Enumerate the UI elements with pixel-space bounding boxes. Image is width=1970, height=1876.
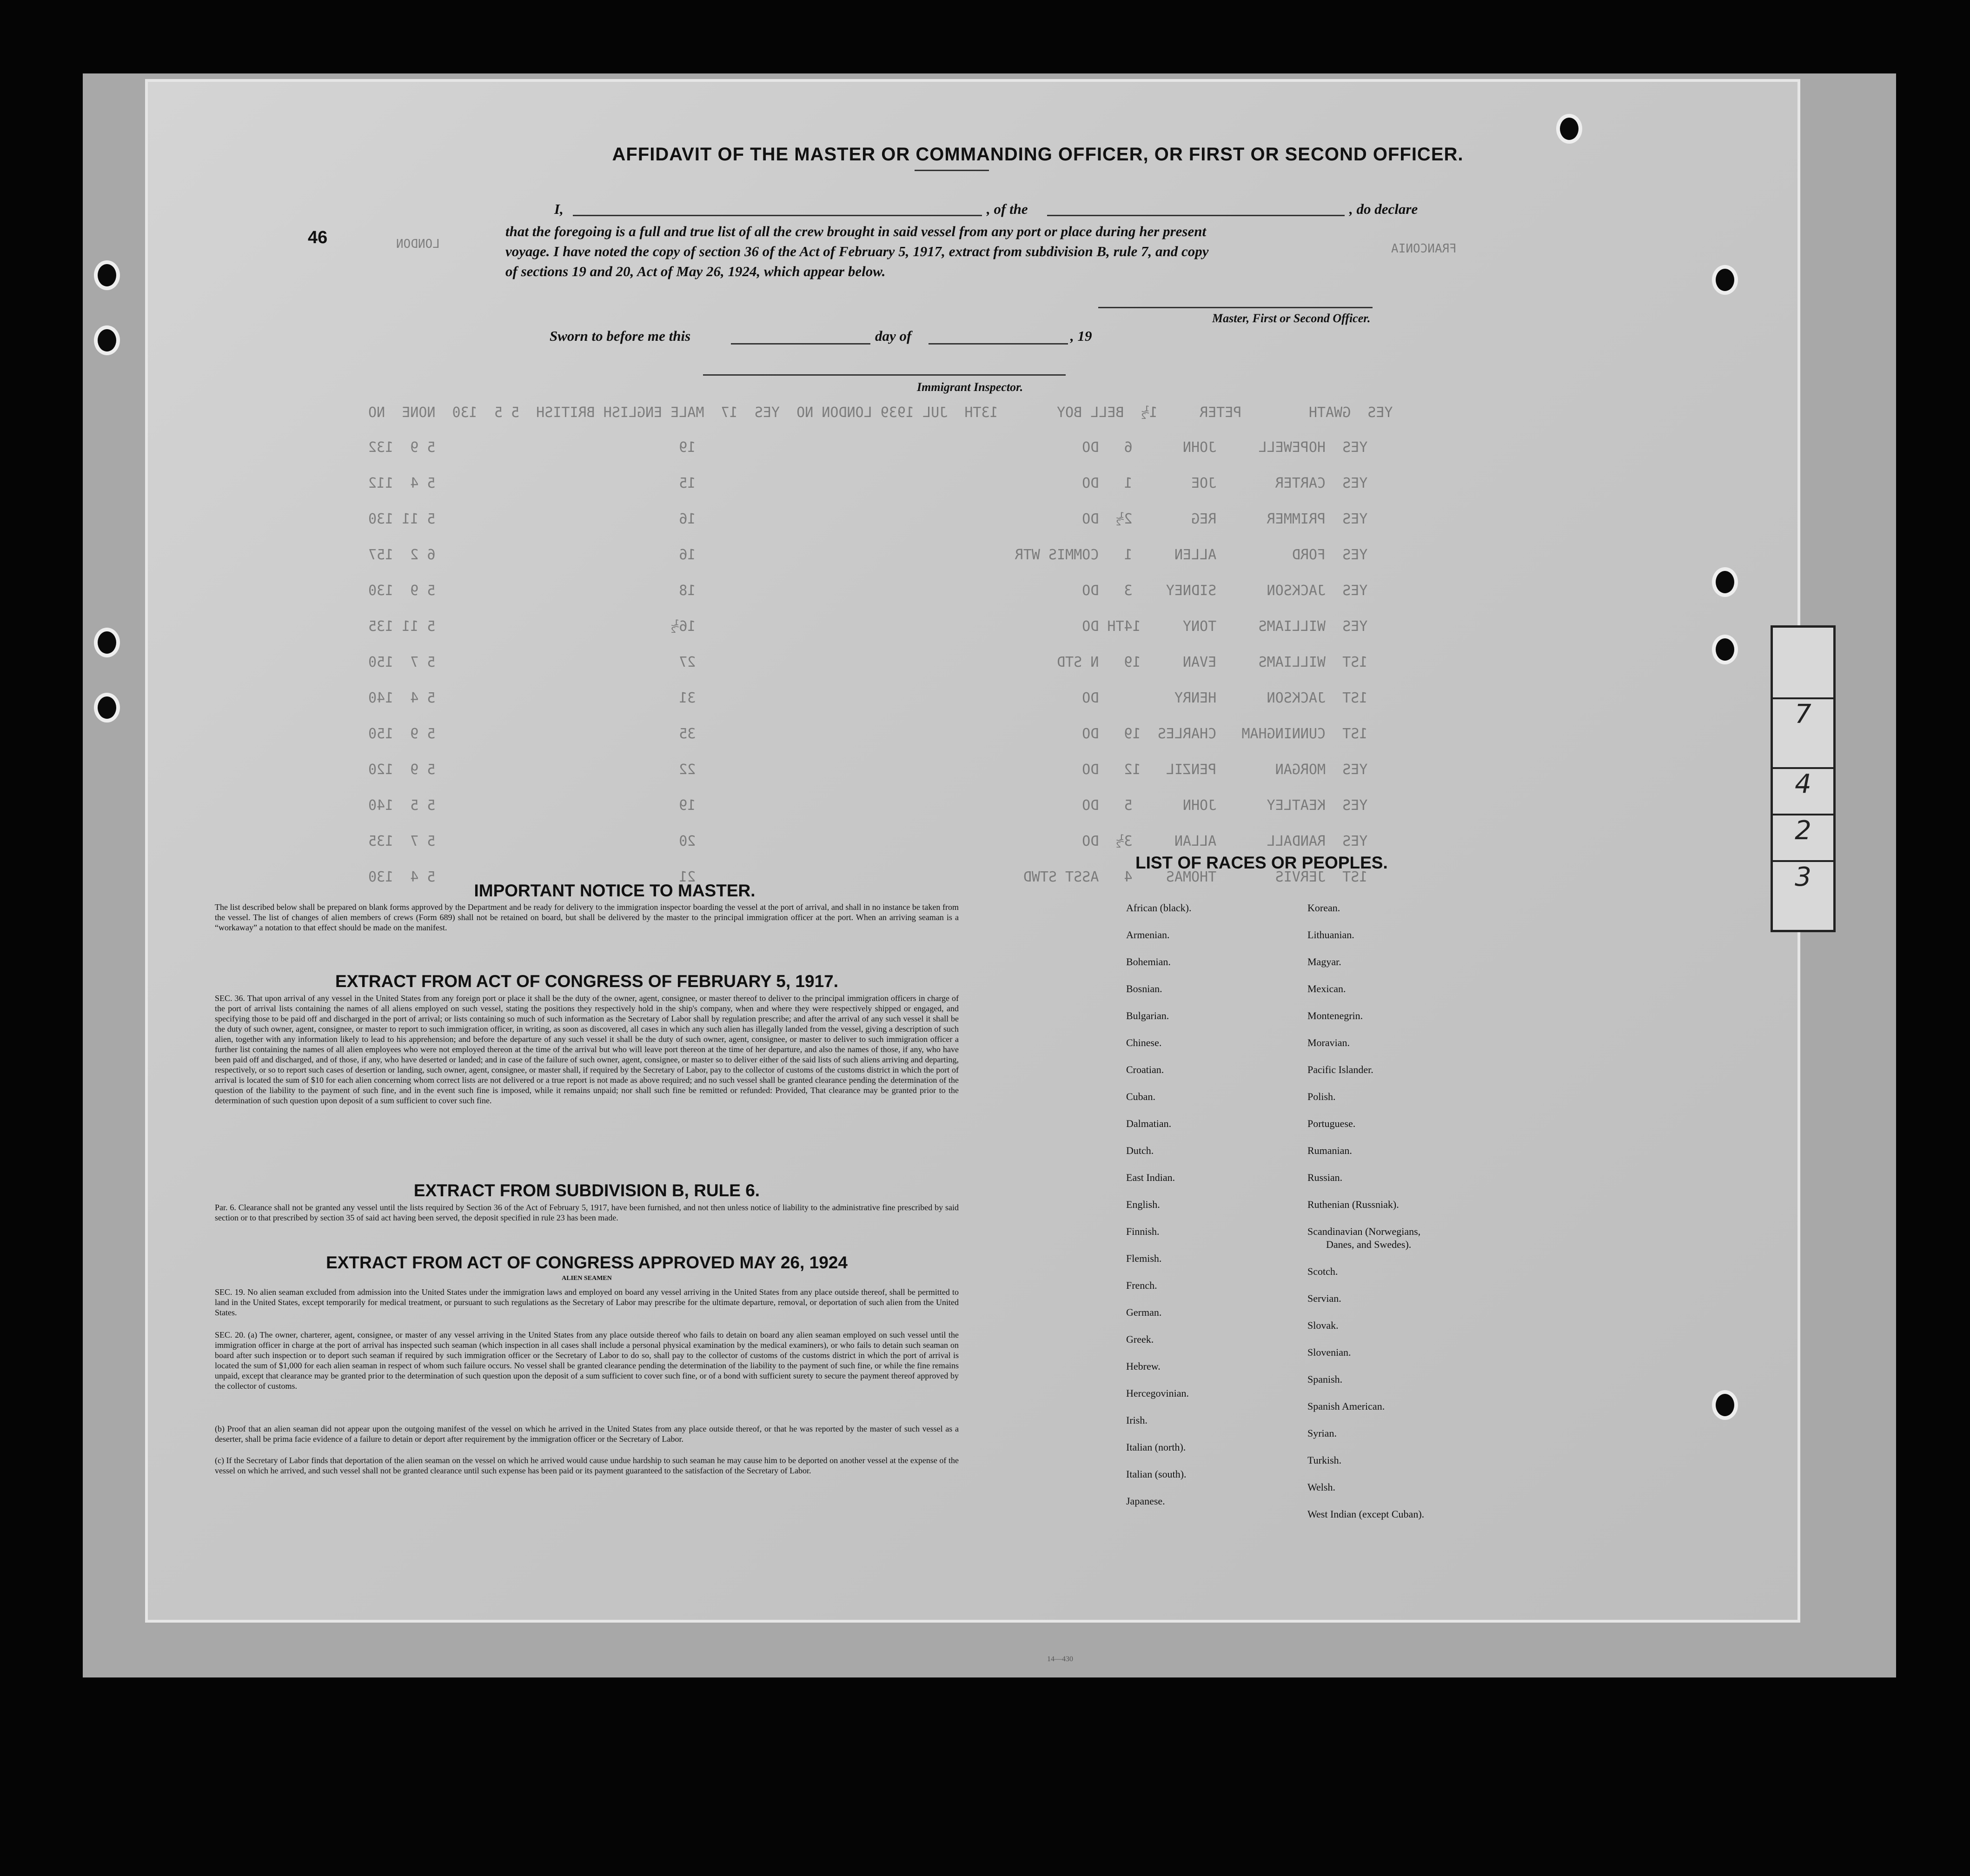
races-title: LIST OF RACES OR PEOPLES. [1135,853,1388,872]
race-item: Scandinavian (Norwegians, [1307,1226,1421,1237]
race-item: Moravian. [1307,1037,1350,1048]
affidavit-of-the: , of the [987,201,1028,217]
bleed-row: YES GWATH PETER 1½ BELL BOY 13TH JUL 1939 LONDON NO YES 17 MALE ENGLISH BRITISH 5 5 130 NONE NO [368,404,1393,421]
race-item: Korean. [1307,902,1340,914]
inspector-label: Immigrant Inspector. [917,380,1023,394]
race-item: East Indian. [1126,1172,1175,1183]
race-item: Armenian. [1126,929,1170,941]
affidavit-line2: that the foregoing is a full and true list of all the crew brought in said vessel from any port or place during her present [505,223,1207,239]
extract-1924-sec20b: (b) Proof that an alien seaman did not appear upon the outgoing manifest of the vessel on which he arrived in the United States from any place outside thereof, or that he was reported by the master of such vessel as a deserter, shall be prima facie evidence of a failure to detain or deport after requirement by the immigration officer or the Secretary of Labor. [215,1424,959,1444]
extract-1917-text: SEC. 36. That upon arrival of any vessel in the United States from any foreign port or place it shall be the duty of the owner, agent, consignee, or master thereof to deliver to the principal immigration officers in charge of the port of arrival lists containing the names of all aliens employed on such vessel, stating the positions they respectively hold in the ship's company, when and where they were respectively shipped or engaged, and specifying those to be paid off and discharged in the port of arrival; or lists containing so much of such information as the Secretary of Labor shall by regulation prescribe; and after the arrival of any such vessel it shall be the duty of such owner, agent, consignee, or master to report to such immigration officer, in writing, as soon as discovered, all cases in which any such alien has illegally landed from the vessel, giving a description of such alien, together with any information likely to lead to his apprehension; and before the departure of any such vessel it shall be the duty of such owner, agent, consignee, or master to deliver to such immigration officer a further list containing the names of all alien employees who were not employed thereon at the time of the arrival but who will leave port thereon at the time of her departure, and also the names of those, if any, who have been paid off and discharged, and of those, if any, who have deserted or landed; and in case of the failure of such owner, agent, consignee, or master so to deliver either of the said lists of such aliens arriving and departing, respectively, or so to report such cases of desertion or landing, such owner, agent, consignee, or master shall, if required by the Secretary of Labor, pay to the collector of customs of the customs district in which the port of arrival is located the sum of $10 for each alien concerning whom correct lists are not delivered or a true report is not made as above required; and no such vessel shall be granted clearance pending the determination of the question of the liability to the payment of such fine, and in the event such fine is imposed, while it remains unpaid; nor shall such fine be remitted or refunded: Provided, That clearance may be granted prior to the determination of such question upon deposit of a sum sufficient to cover such fine. [215,994,959,1105]
binder-hole [1712,1390,1738,1420]
inspector-line [703,374,1066,376]
bleed-row: YES JACKSON SIDNEY 3 DO 18 5 9 130 [368,583,1368,599]
race-item: Bulgarian. [1126,1010,1169,1021]
race-item: African (black). [1126,902,1192,914]
master-signature-label: Master, First or Second Officer. [1212,312,1371,325]
race-item: Spanish. [1307,1373,1343,1385]
race-item: Chinese. [1126,1037,1162,1048]
race-item: Irish. [1126,1414,1148,1426]
bleed-row: 1ST WILLIAMS EVAN 19 N STD 27 5 7 150 [368,654,1368,670]
manifest-page [145,79,1800,1663]
race-item: Slovenian. [1307,1346,1351,1358]
race-item: French. [1126,1279,1157,1291]
tally-cell: 7 [1773,697,1833,755]
binder-hole [94,325,120,355]
race-item: Syrian. [1307,1427,1337,1439]
race-item: Japanese. [1126,1495,1165,1507]
race-item: Turkish. [1307,1454,1342,1466]
extract-rule6-text: Par. 6. Clearance shall not be granted any vessel until the lists required by Section 36 of the Act of February 5, 1917, have been furnished, and not then unless notice of liability to the administrative fine prescribed by said section or to that prescribed by section 35 of said act having been served, the deposit specified in rule 23 has been made. [215,1203,959,1222]
extract-1924-sec19: SEC. 19. No alien seaman excluded from admission into the United States under the immigration laws and employed on board any vessel arriving in the United States from any place outside thereof, shall be permitted to land in the United States, except temporarily for medical treatment, or pursuant to such regulations as the Secretary of Labor may prescribe for the ultimate departure, removal, or deportation of such alien from the United States. [215,1287,959,1317]
race-item: Polish. [1307,1091,1336,1102]
race-item: Servian. [1307,1293,1341,1304]
race-item: Hercegovinian. [1126,1387,1189,1399]
sworn-day-line [731,343,870,345]
race-item: Portuguese. [1307,1118,1356,1129]
race-item: Spanish American. [1307,1400,1385,1412]
race-item: Italian (north). [1126,1441,1186,1453]
race-item: Montenegrin. [1307,1010,1363,1021]
race-item: Greek. [1126,1333,1154,1345]
title-underline [915,170,989,171]
extract-1924-title: EXTRACT FROM ACT OF CONGRESS APPROVED MAY 26, 1924 [326,1253,848,1272]
extract-rule6-title: EXTRACT FROM SUBDIVISION B, RULE 6. [413,1181,760,1200]
binder-hole [1712,265,1738,295]
notice-text: The list described below shall be prepared on blank forms approved by the Department and be ready for delivery to the immigration inspector boarding the vessel at the port of arrival, and shall in no instance be taken from the vessel. The list of changes of alien members of crews (Form 689) shall not be retained on board, but shall be delivered by the master to the principal immigration officer at the port. When an arriving seaman is a “workaway” a notation to that effect should be made on the manifest. [215,902,959,932]
bleed-row: YES MORGAN PENZIL 12 DO 22 5 9 120 [368,762,1368,778]
bleed-row: YES CARTER JOE 1 DO 15 5 4 112 [368,475,1368,491]
bleed-row: YES FORD ALLEN 1 COMMIS WTR 16 6 2 157 [368,547,1368,563]
race-item: Welsh. [1307,1481,1335,1493]
bleed-row: 1ST CUNNINGHAM CHARLES 19 DO 35 5 9 150 [368,726,1368,742]
race-item: Flemish. [1126,1253,1162,1264]
race-item: Bohemian. [1126,956,1171,968]
affidavit-i: I, [554,201,564,217]
race-item: Italian (south). [1126,1468,1187,1480]
race-item: Mexican. [1307,983,1346,994]
race-item: Magyar. [1307,956,1341,968]
binder-hole [94,628,120,657]
extract-1924-sec20a: SEC. 20. (a) The owner, charterer, agent, consignee, or master of any vessel arriving in the United States from any place outside thereof who fails to detain on board any alien seaman employed on such vessel until the immigration officer in charge at the port of arrival has inspected such seaman (which inspection in all cases shall include a personal physical examination by the medical examiners), or who fails to detain such seaman on board after such inspection or to deport such seaman if required by such immigration officer or the Secretary of Labor to do so, shall pay to the collector of customs of the customs district in which the port of arrival is located the sum of $1,000 for each alien seaman in respect of whom such failure occurs. No vessel shall be granted clearance pending the determination of the liability to the payment of such fine, or while the fine remains unpaid, except that clearance may be granted prior to the determination of such question upon the deposit of a sum sufficient to cover such fine, or of a bond with sufficient surety to secure the payment thereof approved by the collector of customs. [215,1330,959,1391]
binder-hole [1712,635,1738,664]
bleed-row: 1ST JERVIS THOMAS 4 ASST STWD 21 5 4 130 [368,869,1368,885]
bleed-row: YES HOPEWELL JOHN 6 DO 19 5 9 132 [368,439,1368,456]
binder-hole [94,260,120,290]
race-item: Croatian. [1126,1064,1164,1075]
race-item: Pacific Islander. [1307,1064,1373,1075]
race-item: English. [1126,1199,1160,1210]
vessel-line [1047,215,1345,216]
affidavit-title: AFFIDAVIT OF THE MASTER OR COMMANDING OFFICER, OR FIRST OR SECOND OFFICER. [612,144,1464,165]
bleed-row: YES KEATLEY JOHN 5 DO 19 5 5 140 [368,797,1368,814]
race-item: Ruthenian (Russniak). [1307,1199,1399,1210]
signature-line [1098,307,1373,308]
binder-hole [1712,567,1738,597]
race-item: Rumanian. [1307,1145,1352,1156]
day-of-label: day of [875,328,912,344]
race-item: Slovak. [1307,1319,1339,1331]
name-line [573,215,982,216]
race-item: Russian. [1307,1172,1343,1183]
race-item: Dalmatian. [1126,1118,1172,1129]
binder-hole [1556,114,1582,144]
side-tally [1771,625,1836,932]
affidavit-line4: of sections 19 and 20, Act of May 26, 1924, which appear below. [505,263,886,279]
page-mark: 46 [308,228,328,247]
bleed-port: LONDON [396,237,440,251]
notice-title: IMPORTANT NOTICE TO MASTER. [474,881,756,900]
bleed-row: YES PRIMMER REG 2½ DO 16 5 11 130 [368,511,1368,527]
affidavit-line3: voyage. I have noted the copy of section 36 of the Act of February 5, 1917, extract from subdivision B, rule 7, and copy [505,243,1209,259]
sworn-month-line [929,343,1068,345]
year-label: , 19 [1070,328,1092,344]
bleed-row: YES RANDALL ALLAN 3½ DO 20 5 7 135 [368,833,1368,849]
bleed-row: 1ST JACKSON HENRY DO 31 5 4 140 [368,690,1368,706]
race-item: Lithuanian. [1307,929,1354,941]
tally-cell: 3 [1773,860,1833,913]
race-item: Hebrew. [1126,1360,1161,1372]
race-item: Cuban. [1126,1091,1155,1102]
race-item: Danes, and Swedes). [1326,1239,1412,1250]
tally-cell: 4 [1773,767,1833,815]
tally-cell: 2 [1773,814,1833,862]
sworn-label: Sworn to before me this [550,328,691,344]
affidavit-declare: , do declare [1349,201,1418,217]
extract-1924-subtitle: ALIEN SEAMEN [562,1275,612,1282]
race-item: West Indian (except Cuban). [1307,1508,1425,1520]
race-item: Scotch. [1307,1266,1338,1277]
bleed-row: YES WILLIAMS TONY 14TH DO 16½ 5 11 135 [368,618,1368,635]
extract-1917-title: EXTRACT FROM ACT OF CONGRESS OF FEBRUARY 5, 1917. [335,972,839,991]
race-item: Bosnian. [1126,983,1162,994]
bleed-vessel: FRANCONIA [1391,242,1457,256]
race-item: German. [1126,1306,1162,1318]
binder-hole [94,693,120,723]
race-item: Finnish. [1126,1226,1160,1237]
race-item: Dutch. [1126,1145,1154,1156]
extract-1924-sec20c: (c) If the Secretary of Labor finds that deportation of the alien seaman on the vessel on which he arrived would cause undue hardship to such seaman he may cause him to be deported on another vessel at the expense of the vessel on which he arrived, and such vessel shall not be granted clearance until such expense has been paid or its payment guaranteed to the satisfaction of the Secretary of Labor. [215,1456,959,1475]
form-number: 14—430 [1047,1655,1073,1663]
